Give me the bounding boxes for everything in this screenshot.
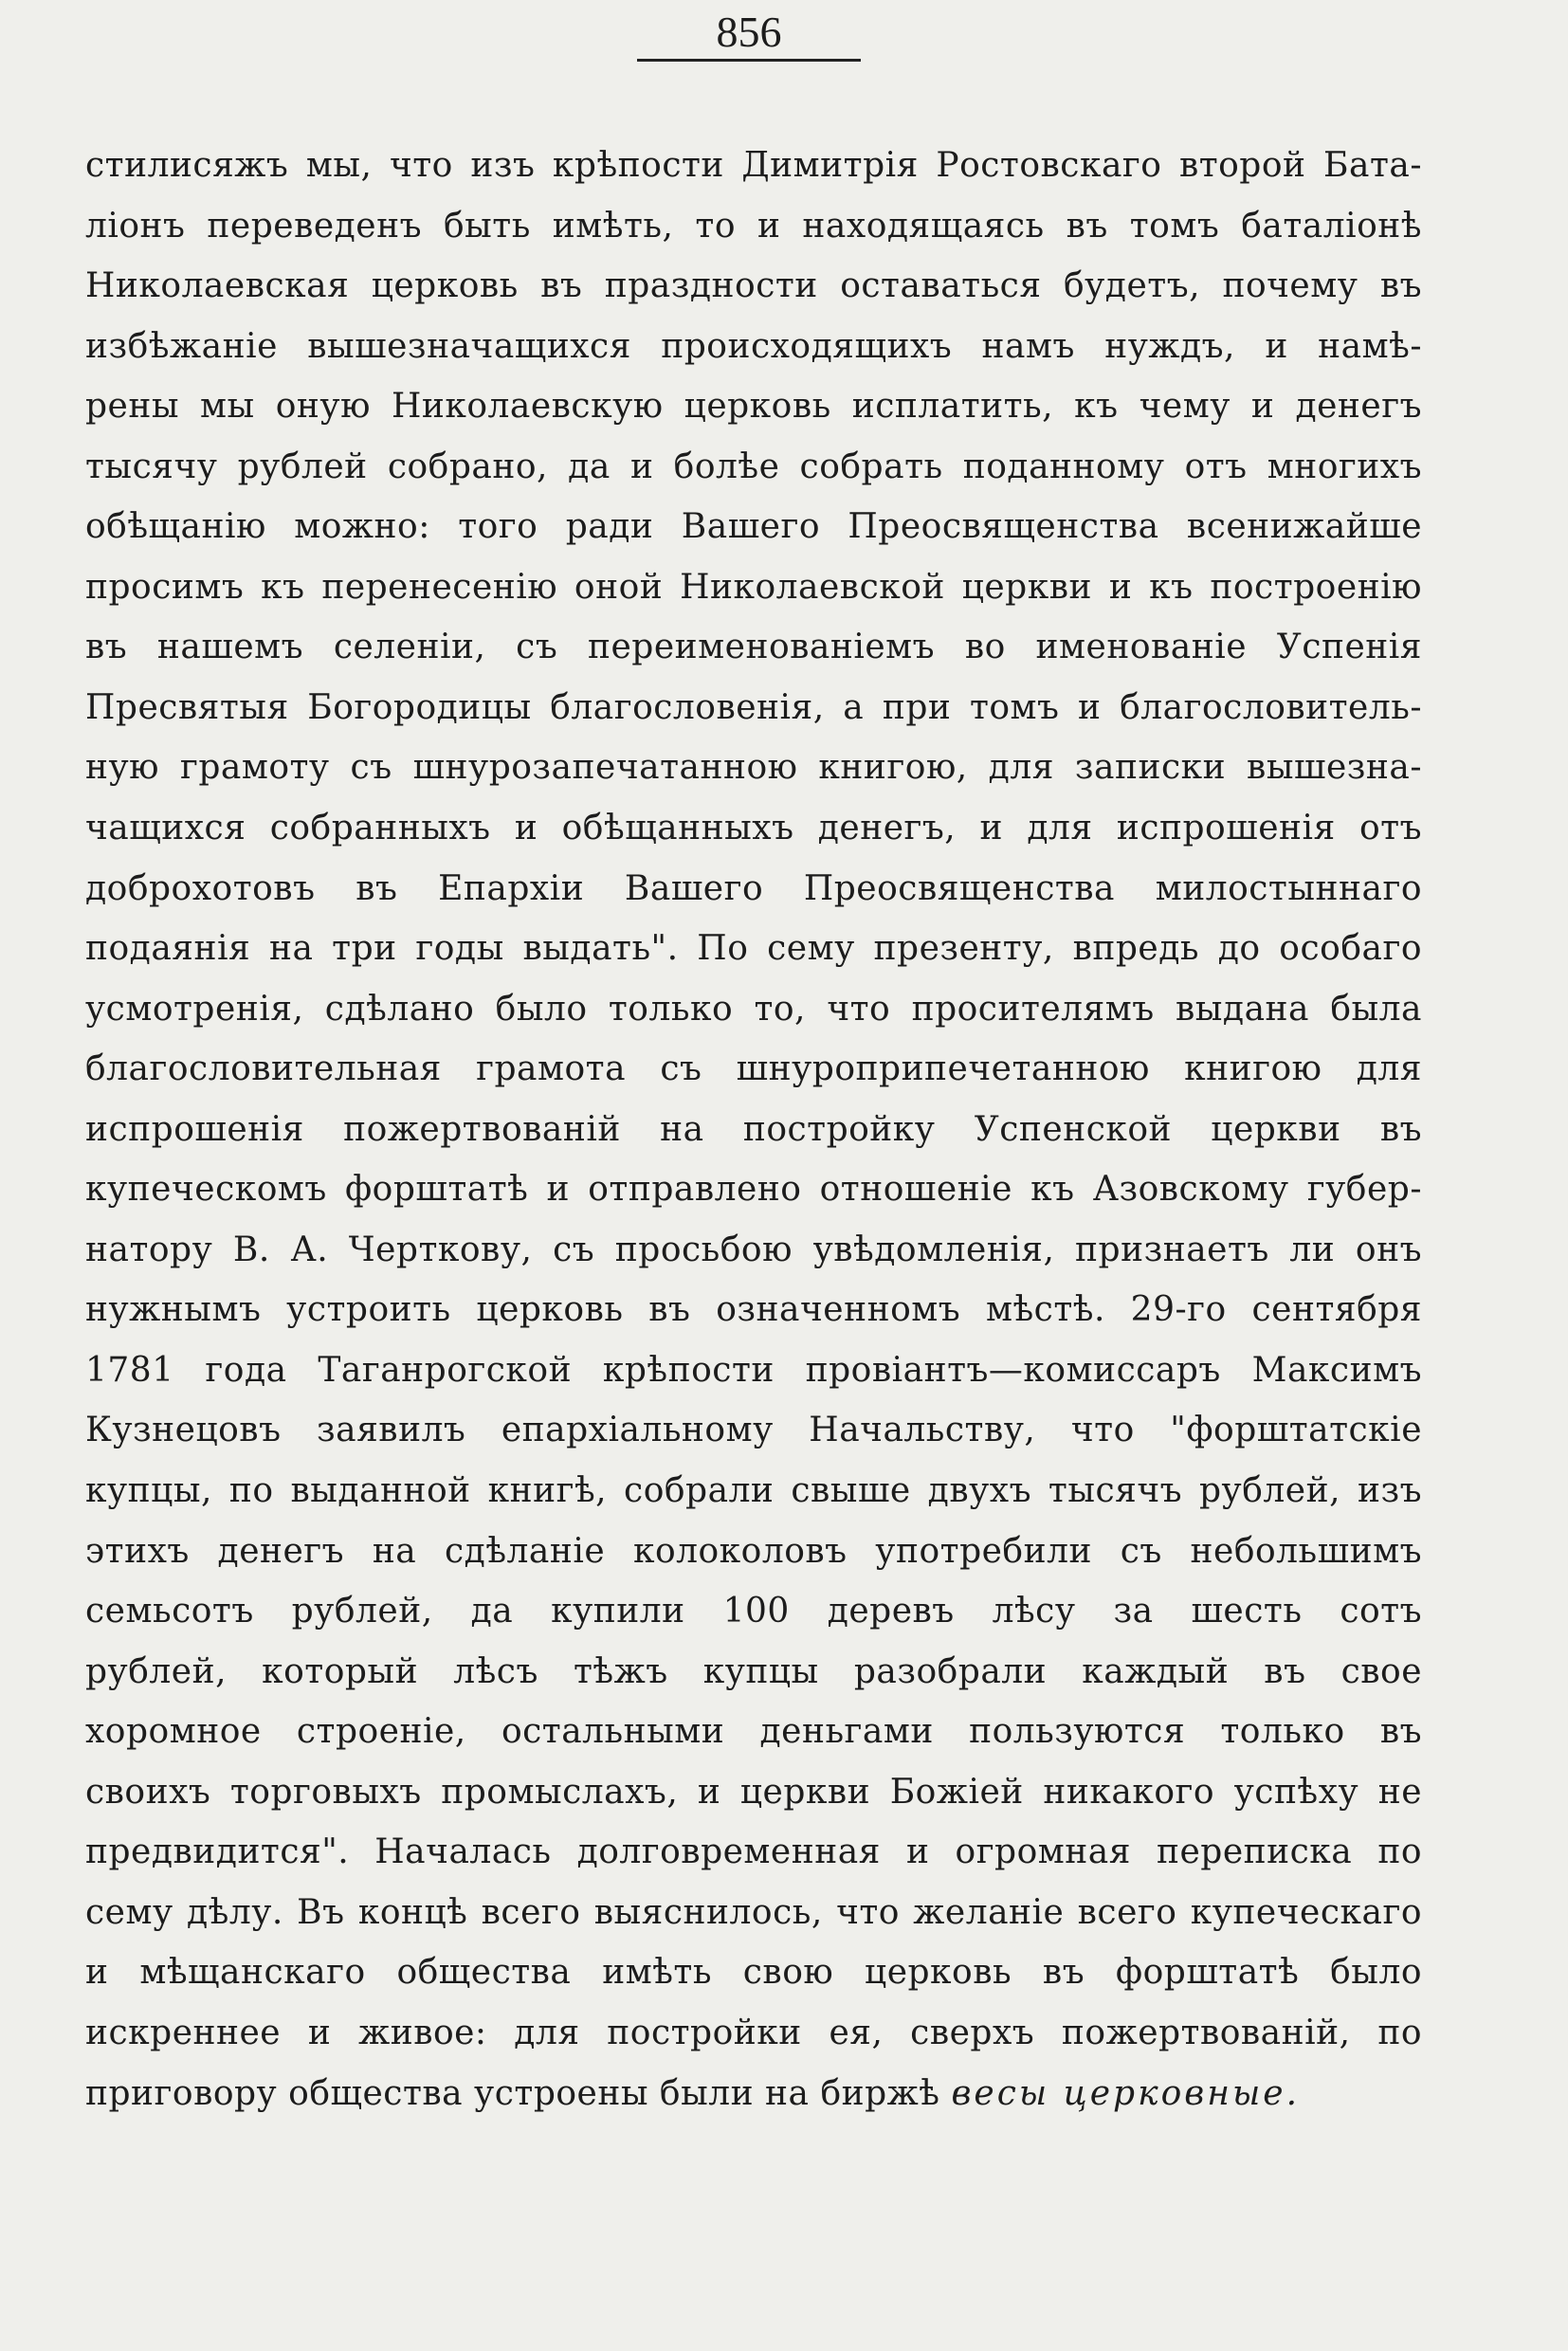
text-line: доброхотовъ въ Епархіи Вашего Преосвященства милостыннаго	[85, 868, 1422, 908]
text-line-last-start: приговору общества устроены были на биржѣ	[85, 2073, 940, 2113]
text-line: 1781 года Таганрогской крѣпости провіантъ—комиссаръ Максимъ	[85, 1350, 1422, 1390]
text-line: ліонъ переведенъ быть имѣть, то и находящаясь въ томъ баталіонѣ	[85, 206, 1422, 246]
body-text	[85, 136, 1422, 2123]
text-line: нужнымъ устроить церковь въ означенномъ мѣстѣ. 29-го сентября	[85, 1290, 1422, 1330]
text-line: рублей, который лѣсъ тѣжъ купцы разобрали каждый въ свое	[85, 1651, 1422, 1691]
text-line: Николаевская церковь въ праздности оставаться будетъ, почему въ	[85, 266, 1422, 306]
text-line: избѣжаніе вышезначащихся происходящихъ намъ нуждъ, и намѣ-	[85, 326, 1422, 366]
text-line: стилисяжъ мы, что изъ крѣпости Димитрія Ростовскаго второй Бата-	[85, 146, 1422, 185]
text-line: семьсотъ рублей, да купили 100 деревъ лѣсу за шесть сотъ	[85, 1592, 1422, 1631]
text-line: хоромное строеніе, остальными деньгами пользуются только въ	[85, 1712, 1422, 1752]
text-line: усмотренія, сдѣлано было только то, что просителямъ выдана была	[85, 989, 1422, 1029]
text-line: Кузнецовъ заявилъ епархіальному Начальству, что "форштатскіе	[85, 1411, 1422, 1450]
text-line: натору В. А. Черткову, съ просьбою увѣдомленія, признаетъ ли онъ	[85, 1230, 1422, 1269]
text-line: тысячу рублей собрано, да и болѣе собрать поданному отъ многихъ	[85, 447, 1422, 486]
text-line: своихъ торговыхъ промыслахъ, и церкви Божіей никакого успѣху не	[85, 1772, 1422, 1812]
text-line: просимъ къ перенесенію оной Николаевской церкви и къ построенію	[85, 567, 1422, 607]
text-line: обѣщанію можно: того ради Вашего Преосвященства всенижайше	[85, 507, 1422, 547]
text-line: рены мы оную Николаевскую церковь исплатить, къ чему и денегъ	[85, 387, 1422, 427]
text-line: искреннее и живое: для постройки ея, сверхъ пожертвованій, по	[85, 2013, 1422, 2052]
text-line: сему дѣлу. Въ концѣ всего выяснилось, что желаніе всего купеческагo	[85, 1892, 1422, 1932]
text-line: ную грамоту съ шнурозапечатанною книгою, для записки вышезна-	[85, 748, 1422, 788]
text-line: благословительная грамота съ шнуроприпечетанною книгою для	[85, 1049, 1422, 1089]
text-line: купцы, по выданной книгѣ, собрали свыше двухъ тысячъ рублей, изъ	[85, 1471, 1422, 1511]
page-number-rule	[637, 59, 861, 62]
emphasized-phrase: весы церковные.	[951, 2073, 1301, 2113]
text-line: подаянія на три годы выдать". По сему презенту, впредь до особагo	[85, 929, 1422, 969]
text-line: въ нашемъ селеніи, съ переименованіемъ во именованіе Успенія	[85, 628, 1422, 667]
text-line: купеческомъ форштатѣ и отправлено отношеніе къ Азовскому губер-	[85, 1170, 1422, 1210]
text-line: предвидится". Началась долговременная и огромная переписка по	[85, 1832, 1422, 1872]
text-line-last	[85, 2064, 1422, 2124]
page-number: 856	[716, 8, 782, 56]
text-line: и мѣщанскаго общества имѣть свою церковь въ форштатѣ было	[85, 1953, 1422, 1993]
text-line: испрошенія пожертвованій на постройку Успенской церкви въ	[85, 1109, 1422, 1149]
text-line: чащихся собранныхъ и обѣщанныхъ денегъ, и для испрошенія отъ	[85, 809, 1422, 848]
text-line: Пресвятыя Богородицы благословенія, а при томъ и благословитель-	[85, 687, 1422, 727]
text-line: этихъ денегъ на сдѣланіе колоколовъ употребили съ небольшимъ	[85, 1531, 1422, 1571]
